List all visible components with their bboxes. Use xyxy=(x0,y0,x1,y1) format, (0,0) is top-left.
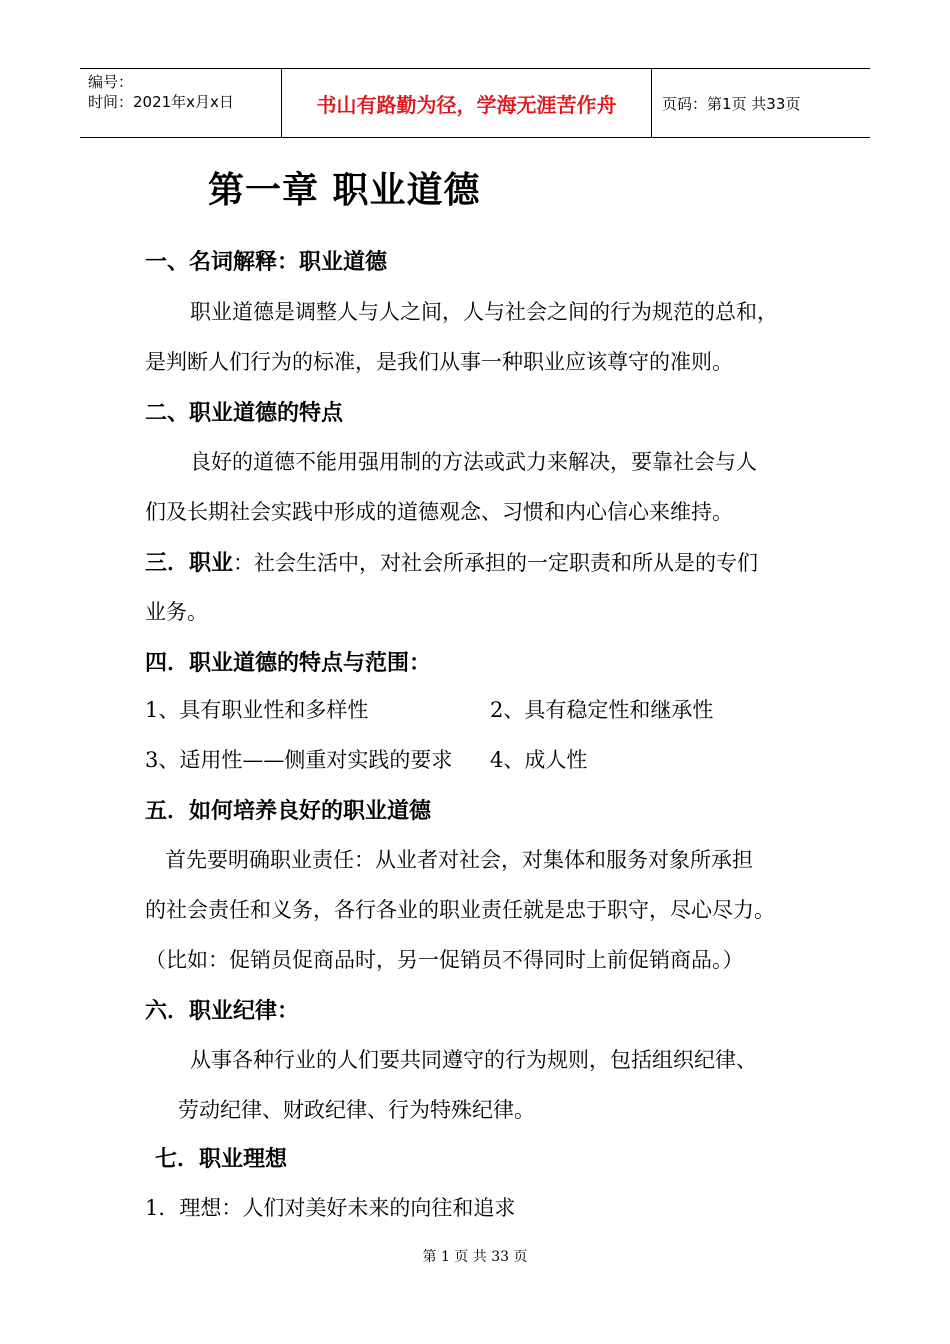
section-1-line-1: 职业道德是调整人与人之间，人与社会之间的行为规范的总和， xyxy=(190,300,778,324)
section-5-line-3: （比如：促销员促商品时，另一促销员不得同时上前促销商品。） xyxy=(145,948,744,972)
section-5-line-1: 首先要明确职业责任：从业者对社会，对集体和服务对象所承担 xyxy=(165,848,753,872)
section-7-line-1: 1．理想：人们对美好未来的向往和追求 xyxy=(145,1196,516,1220)
header-motto: 书山有路勤为径，学海无涯苦作舟 xyxy=(282,69,652,137)
section-3-line-1: 业务。 xyxy=(145,600,208,624)
time-label: 时间：2021年x月x日 xyxy=(88,93,234,111)
page-footer: 第 1 页 共 33 页 xyxy=(422,1249,528,1265)
section-4-heading: 四．职业道德的特点与范围： xyxy=(145,651,432,676)
section-4-item-2: 2、具有稳定性和继承性 xyxy=(490,698,714,722)
section-3-heading-text: 三．职业 xyxy=(145,551,234,576)
section-4-item-3: 3、适用性——侧重对实践的要求 xyxy=(145,748,453,772)
section-2-line-2: 们及长期社会实践中形成的道德观念、习惯和内心信心来维持。 xyxy=(145,500,733,524)
section-3-inline-text: ：社会生活中，对社会所承担的一定职责和所从是的专们 xyxy=(233,551,759,575)
section-2-heading: 二、职业道德的特点 xyxy=(145,401,344,426)
section-4-item-1: 1、具有职业性和多样性 xyxy=(145,698,369,722)
section-3-heading xyxy=(145,546,758,577)
section-4-item-4: 4、成人性 xyxy=(490,748,588,772)
chapter-title: 第一章 职业道德 xyxy=(208,170,481,211)
header-meta xyxy=(80,69,282,137)
section-1-heading: 一、名词解释：职业道德 xyxy=(145,250,388,275)
header-page-info: 页码：第1页 共33页 xyxy=(662,94,801,113)
section-7-heading: 七．职业理想 xyxy=(155,1147,288,1172)
section-1-line-2: 是判断人们行为的标准，是我们从事一种职业应该尊守的准则。 xyxy=(145,350,733,374)
section-6-line-1: 从事各种行业的人们要共同遵守的行为规则，包括组织纪律、 xyxy=(190,1048,757,1072)
number-label: 编号： xyxy=(88,73,134,91)
section-5-line-2: 的社会责任和义务，各行各业的职业责任就是忠于职守，尽心尽力。 xyxy=(145,898,775,922)
section-5-heading: 五．如何培养良好的职业道德 xyxy=(145,799,432,824)
section-6-line-2: 劳动纪律、财政纪律、行为特殊纪律。 xyxy=(178,1098,535,1122)
page-header xyxy=(80,68,870,138)
section-6-heading: 六．职业纪律： xyxy=(145,999,300,1024)
section-2-line-1: 良好的道德不能用强用制的方法或武力来解决，要靠社会与人 xyxy=(190,450,757,474)
